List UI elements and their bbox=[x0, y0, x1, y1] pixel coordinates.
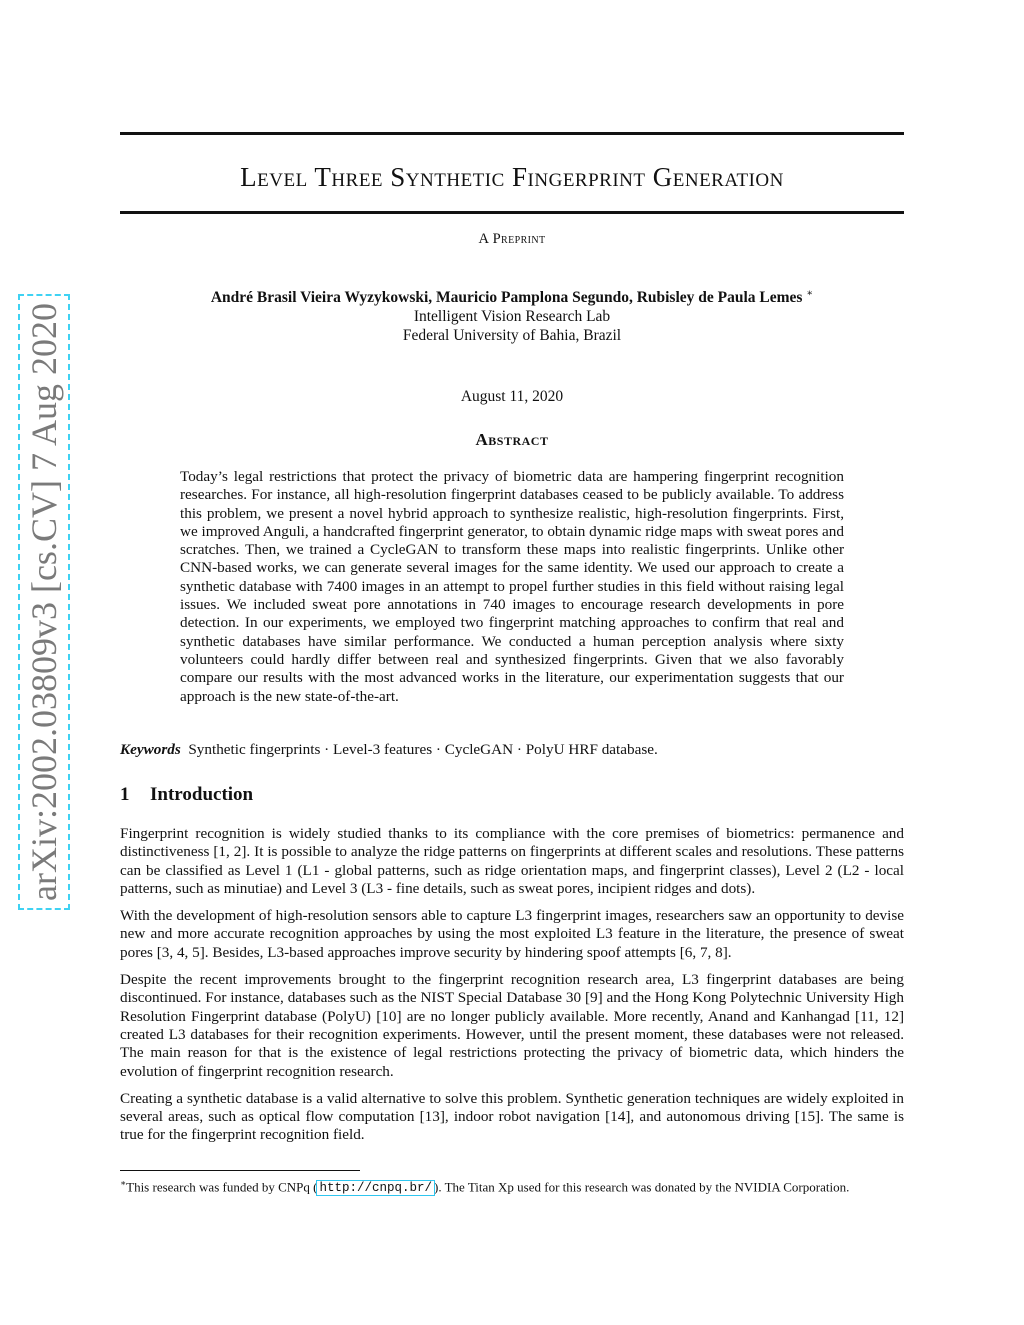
footnote-text-a: This research was funded by CNPq ( bbox=[126, 1179, 318, 1195]
keywords-line bbox=[120, 741, 904, 759]
title-rule-top bbox=[120, 132, 904, 135]
citation-link[interactable]: 13 bbox=[424, 1108, 440, 1126]
text-run: , bbox=[692, 943, 700, 961]
text-run: ], and autonomous driving [ bbox=[625, 1108, 800, 1126]
text-run: Creating a synthetic database is a valid alternative to solve this problem. Synthetic generation techniques are widely exploited in several areas, such as optical flow computation [ bbox=[120, 1089, 904, 1126]
affiliation-lab: Intelligent Vision Research Lab bbox=[413, 308, 611, 326]
footnote-mark: ∗ bbox=[120, 1178, 127, 1188]
footnote-text-b: ). The Titan Xp used for this research was donated by the NVIDIA Corporation. bbox=[434, 1179, 850, 1195]
preprint-label: A Preprint bbox=[478, 231, 546, 247]
text-run: ]. bbox=[722, 943, 732, 961]
citation-link[interactable]: 2 bbox=[233, 843, 242, 861]
keywords-text: Synthetic fingerprints · Level-3 features · CycleGAN · PolyU HRF database. bbox=[188, 741, 658, 758]
footnote-rule bbox=[120, 1170, 360, 1171]
text-run: ] created L3 databases for their recognition experiments. However, until the present moment, these databases were not released. The main reason for that is the existence of legal restrictions protecting the privacy of biometric data, which hinders the evolution of fingerprint recognition research. bbox=[120, 1007, 904, 1080]
citation-link[interactable]: 8 bbox=[715, 943, 723, 961]
text-run: , bbox=[874, 1007, 884, 1025]
abstract-heading: Abstract bbox=[475, 430, 549, 449]
text-run: , bbox=[169, 943, 177, 961]
paper-date: August 11, 2020 bbox=[460, 388, 564, 405]
introduction-body bbox=[120, 825, 904, 1154]
citation-link[interactable]: 12 bbox=[883, 1007, 899, 1025]
citation-link[interactable]: 5 bbox=[192, 943, 200, 961]
paper-title: Level Three Synthetic Fingerprint Generation bbox=[240, 162, 784, 192]
author-footnote-mark[interactable]: ∗ bbox=[806, 288, 814, 299]
section-title: Introduction bbox=[150, 784, 254, 805]
author-names: André Brasil Vieira Wyzykowski, Mauricio Pamplona Segundo, Rubisley de Paula Lemes bbox=[210, 289, 803, 307]
section-heading-introduction bbox=[120, 784, 253, 806]
paragraph-4 bbox=[120, 1090, 904, 1145]
text-run: ]. The same is true for the fingerprint recognition field. bbox=[120, 1108, 905, 1144]
author-block bbox=[120, 284, 904, 345]
citation-link[interactable]: 7 bbox=[699, 943, 708, 961]
cnpq-url-link[interactable]: http://cnpq.br/ bbox=[319, 1181, 432, 1196]
title-rule-bottom bbox=[120, 211, 904, 214]
text-run: Despite the recent improvements brought to the fingerprint recognition research area, L3 fingerprint databases are being discontinued. For instance, databases such as the NIST Special Database 30 [ bbox=[120, 971, 904, 1007]
text-run: , bbox=[226, 843, 234, 861]
keywords-label: Keywords bbox=[120, 741, 181, 758]
affiliation-university: Federal University of Bahia, Brazil bbox=[402, 327, 622, 345]
citation-link[interactable]: 10 bbox=[381, 1007, 397, 1025]
text-run: ] are no longer publicly available. More recently, Anand and Kanhangad [ bbox=[396, 1007, 861, 1025]
text-run: , bbox=[184, 943, 193, 961]
citation-link[interactable]: 6 bbox=[684, 943, 693, 961]
abstract-text: Today’s legal restrictions that protect the privacy of biometric data are hampering fingerprint recognition researches. For instance, all high-resolution fingerprint databases ceased to be publicly available. To address this problem, we present a novel hybrid approach to synthesize realistic, high-resolution fingerprints. First, we improved Anguli, a handcrafted fingerprint generator, to obtain dynamic ridge maps with sweat pores and scratches. Then, we trained a CycleGAN to transform these maps into realistic fingerprints. Unlike other CNN-based works, we can generate several images for the same identity. We used our approach to create a synthetic database with 7400 images in an attempt to propel further studies in this field without raising legal issues. We included sweat pore annotations in 740 images to encourage research developments in pore detection. In our experiments, we employed two fingerprint matching approaches to confirm that real and synthetic databases have similar performance. We conducted a human perception analysis where sixty volunteers could hardly differ between real and synthesized fingerprints. Given that we also favorably compare our results with the most advanced works in the literature, our experimentation suggests that our approach is the new state-of-the-art. bbox=[180, 468, 844, 705]
citation-link[interactable]: 15 bbox=[799, 1108, 816, 1126]
text-run: ]. Besides, L3-based approaches improve security by hindering spoof attempts [ bbox=[199, 943, 685, 961]
paragraph-1 bbox=[120, 825, 904, 898]
citation-link[interactable]: 9 bbox=[590, 989, 598, 1007]
citation-link[interactable]: 14 bbox=[610, 1108, 626, 1126]
citation-link[interactable]: 3 bbox=[161, 943, 170, 961]
text-run: Fingerprint recognition is widely studied thanks to its compliance with the core premises of biometrics: permanence and distinctiveness [ bbox=[120, 825, 904, 861]
text-run: ] and the Hong Kong Polytechnic University High Resolution Fingerprint database (PolyU) [ bbox=[120, 989, 904, 1025]
text-run: ]. It is possible to analyze the ridge patterns on fingerprints at different scales and resolutions. These patterns can be classified as Level 1 (L1 - global patterns, such as ridge orientation maps, and fingerprint classes), Level 2 (L2 - local patterns, such as minutiae) and Level 3 (L3 - fine details, such as sweat pores, incipient ridges and dots). bbox=[120, 843, 904, 897]
citation-link[interactable]: 1 bbox=[218, 843, 227, 861]
paragraph-2 bbox=[120, 907, 904, 962]
arxiv-sidebar-stamp[interactable]: arXiv:2002.03809v3 [cs.CV] 7 Aug 2020 bbox=[23, 299, 65, 905]
citation-link[interactable]: 11 bbox=[860, 1007, 875, 1025]
citation-link[interactable]: 4 bbox=[176, 943, 185, 961]
paragraph-3 bbox=[120, 971, 904, 1081]
text-run: ], indoor robot navigation [ bbox=[439, 1108, 611, 1126]
section-number: 1 bbox=[120, 784, 130, 805]
text-run: With the development of high-resolution sensors able to capture L3 fingerprint images, researchers saw an opportunity to devise new and more accurate recognition approaches by using the most exploited L3 feature in the literature, the presence of sweat pores [ bbox=[120, 907, 904, 961]
text-run: , bbox=[707, 943, 716, 961]
footnote bbox=[120, 1175, 904, 1197]
